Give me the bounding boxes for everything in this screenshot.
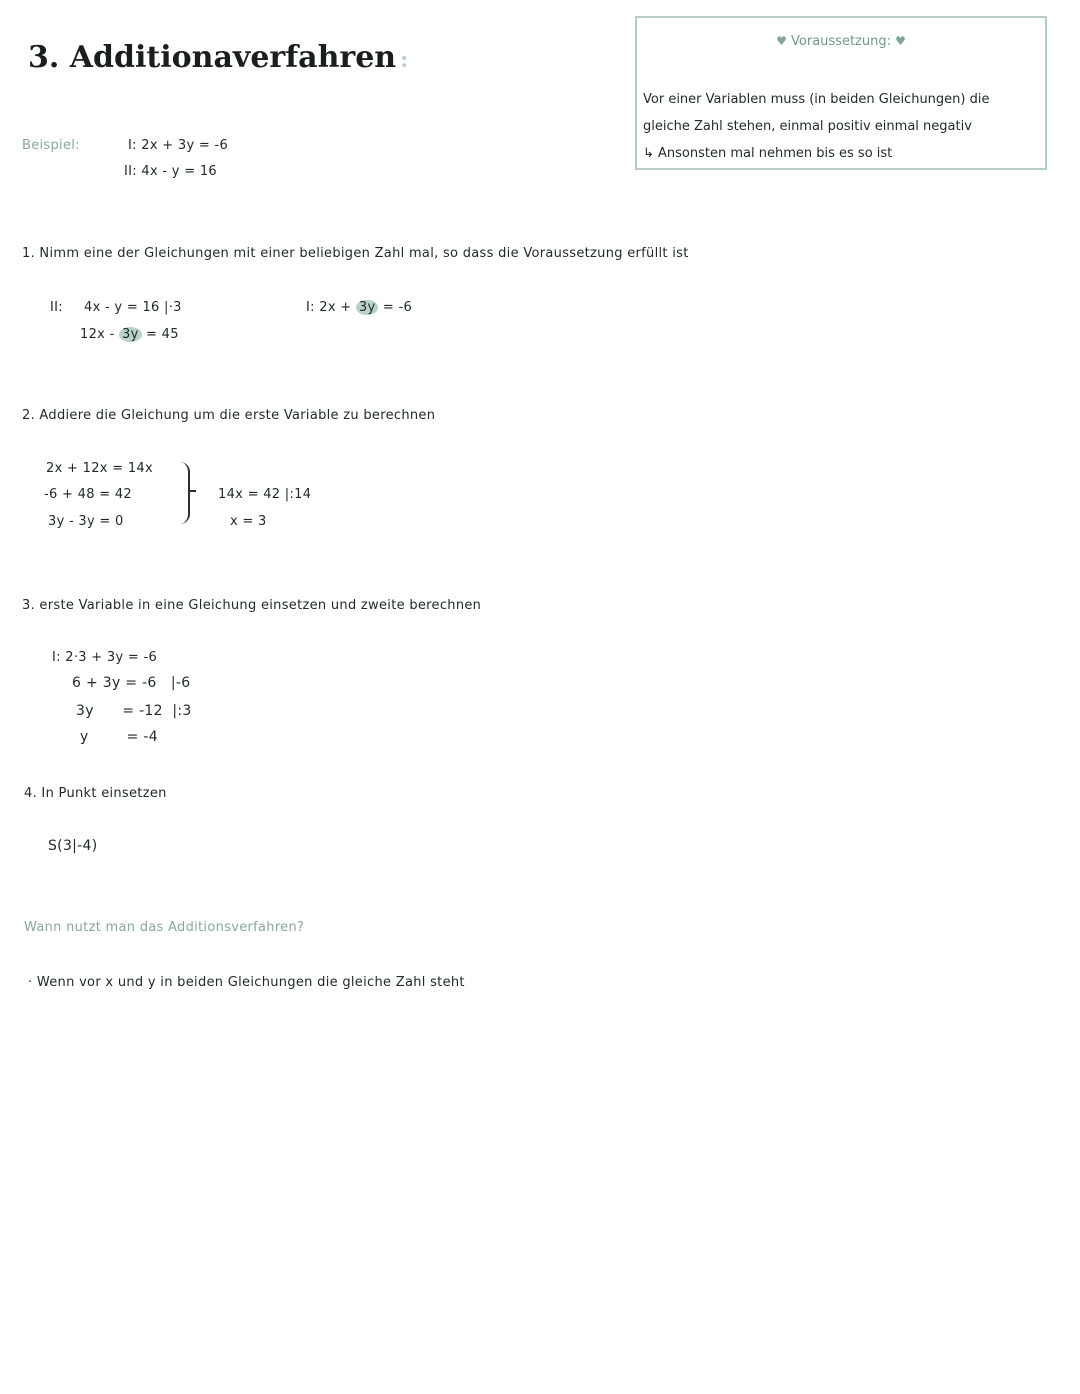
question-answer: · Wenn vor x und y in beiden Gleichungen die gleiche Zahl steht bbox=[28, 975, 465, 990]
eq-part: 12x - bbox=[80, 327, 115, 342]
prerequisite-line: Vor einer Variablen muss (in beiden Gleichungen) die bbox=[643, 92, 990, 107]
question-heading: Wann nutzt man das Additionsverfahren? bbox=[24, 920, 305, 935]
eq-part: I: 2x + bbox=[306, 300, 352, 315]
intersection-point: S(3|-4) bbox=[48, 838, 98, 854]
title-colon: : bbox=[400, 47, 409, 73]
prerequisite-text bbox=[643, 86, 989, 167]
page-title bbox=[28, 40, 408, 75]
highlighted-term: 3y bbox=[356, 300, 379, 315]
highlighted-term: 3y bbox=[119, 327, 142, 342]
step-2-line: 3y - 3y = 0 bbox=[48, 514, 124, 529]
eq-part: = 45 bbox=[146, 327, 179, 342]
step-3-heading: 3. erste Variable in eine Gleichung einsetzen und zweite berechnen bbox=[22, 598, 482, 613]
example-label: Beispiel: bbox=[22, 138, 80, 153]
equation-2: II: 4x - y = 16 bbox=[124, 164, 217, 179]
step-4-heading: 4. In Punkt einsetzen bbox=[24, 786, 167, 801]
step-2-line: -6 + 48 = 42 bbox=[44, 487, 132, 502]
title-text: 3. Additionaverfahren bbox=[28, 40, 397, 75]
step-2-heading: 2. Addiere die Gleichung um die erste Variable zu berechnen bbox=[22, 408, 436, 423]
step-2-result: 14x = 42 |:14 bbox=[218, 487, 312, 502]
step-3-line: 6 + 3y = -6 |-6 bbox=[72, 675, 191, 691]
step-3-line: I: 2·3 + 3y = -6 bbox=[52, 650, 158, 665]
step-1-eq-original bbox=[306, 300, 412, 315]
equation-1: I: 2x + 3y = -6 bbox=[128, 138, 229, 153]
step-2-x-value: x = 3 bbox=[230, 514, 267, 529]
step-1-eq-prefix: II: bbox=[50, 300, 63, 315]
step-2-line: 2x + 12x = 14x bbox=[46, 461, 153, 476]
eq-part: = -6 bbox=[382, 300, 413, 315]
step-3-line: y = -4 bbox=[80, 729, 158, 745]
step-3-line: 3y = -12 |:3 bbox=[76, 703, 192, 719]
prerequisite-title: Voraussetzung: bbox=[791, 34, 891, 49]
step-1-eq-result bbox=[80, 327, 179, 342]
prerequisite-line: ↳ Ansonsten mal nehmen bis es so ist bbox=[643, 146, 893, 161]
prerequisite-heading bbox=[637, 34, 1045, 49]
step-1-eq-multiplied: 4x - y = 16 |·3 bbox=[84, 300, 182, 315]
curly-brace-tip bbox=[188, 490, 196, 492]
curly-brace bbox=[178, 462, 190, 524]
step-1-heading: 1. Nimm eine der Gleichungen mit einer beliebigen Zahl mal, so dass die Voraussetzung erfüllt ist bbox=[22, 246, 689, 261]
heart-icon: ♥ bbox=[776, 34, 787, 48]
prerequisite-line: gleiche Zahl stehen, einmal positiv einmal negativ bbox=[643, 119, 972, 134]
heart-icon: ♥ bbox=[895, 34, 906, 48]
prerequisite-box bbox=[635, 16, 1047, 170]
